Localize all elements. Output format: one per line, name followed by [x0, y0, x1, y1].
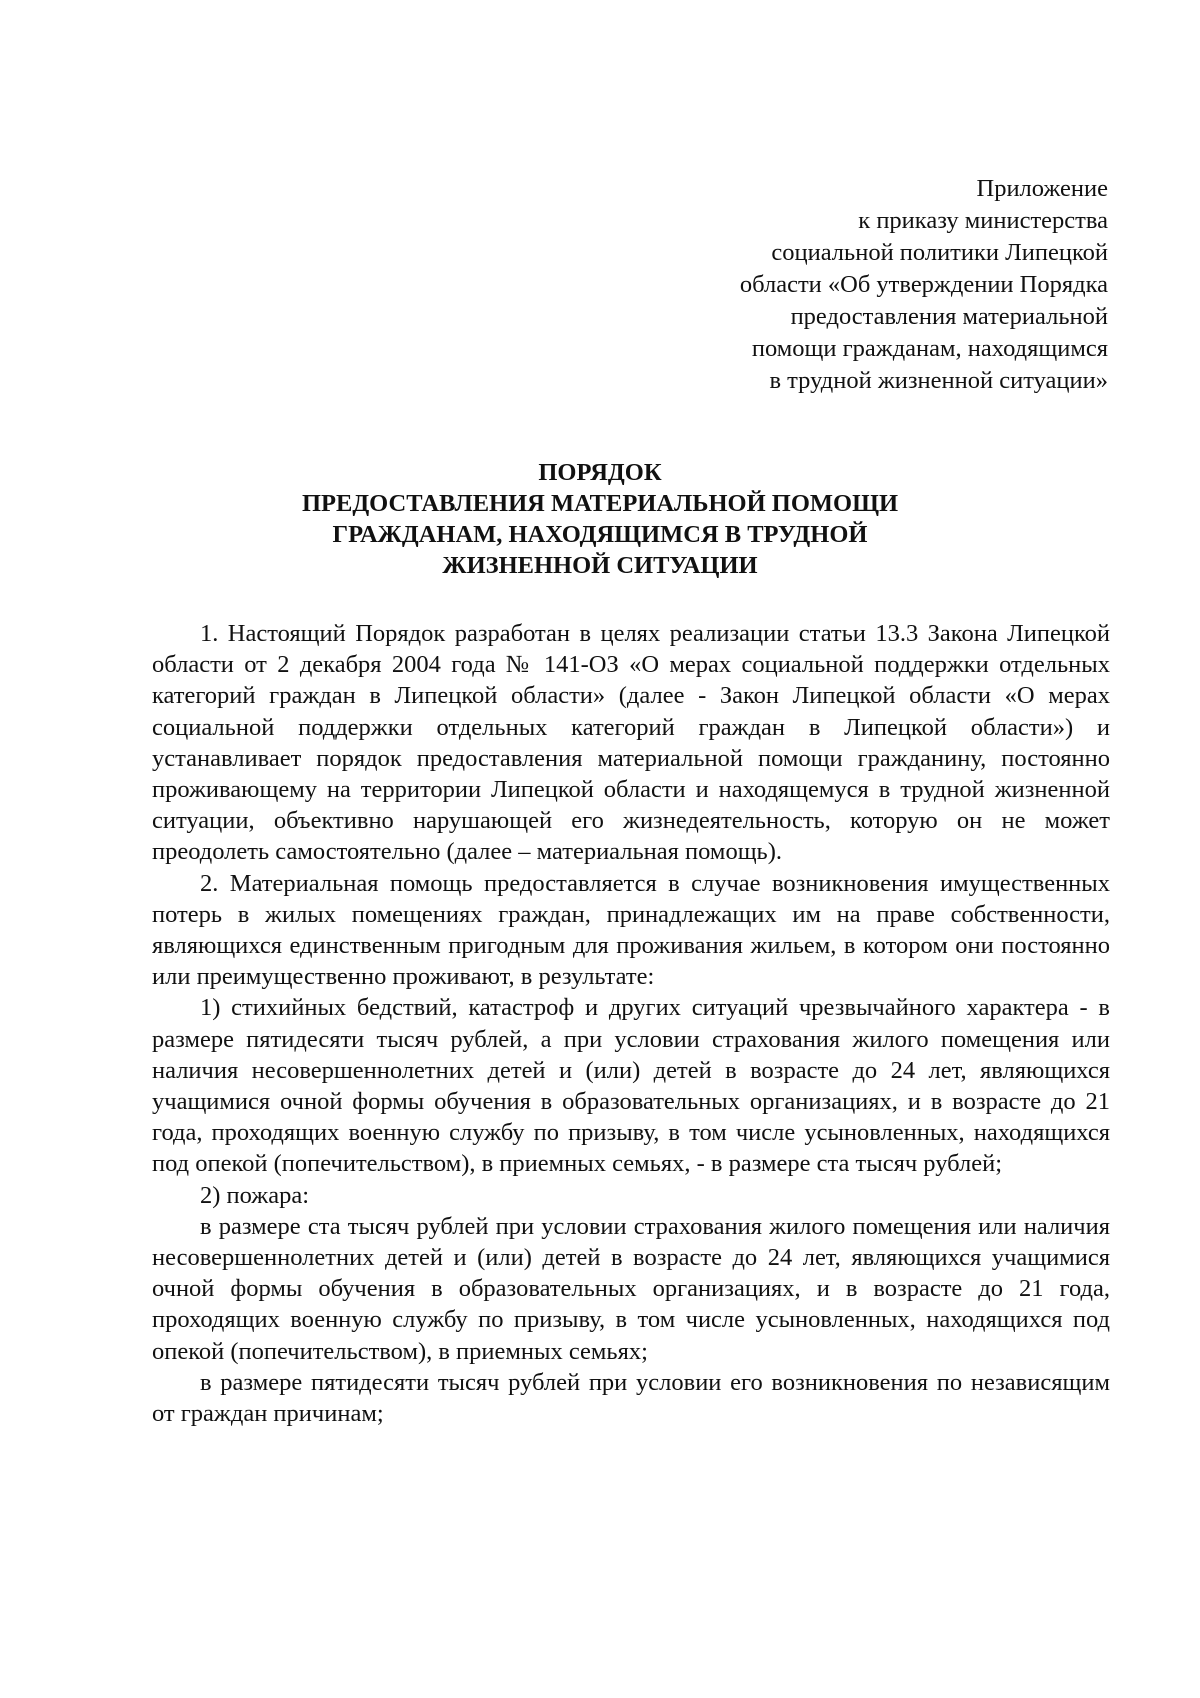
document-body — [152, 618, 1110, 1429]
document-title — [0, 457, 1200, 581]
appendix-line: помощи гражданам, находящимся — [751, 335, 1108, 362]
appendix-line: социальной политики Липецкой — [771, 239, 1108, 266]
appendix-line: Приложение — [976, 175, 1108, 202]
appendix-line: в трудной жизненной ситуации» — [769, 367, 1108, 394]
paragraph-2-item-2-sub-1: в размере ста тысяч рублей при условии страхования жилого помещения или наличия несовершеннолетних детей и (или) детей в возрасте до 24 лет, являющихся учащимися очной формы обучения в образовательных организациях, и в возрасте до 21 года, проходящих военную службу по призыву, в том числе усыновленных, находящихся под опекой (попечительством), в приемных семьях; — [152, 1212, 1110, 1365]
paragraph-2-item-1: 1) стихийных бедствий, катастроф и других ситуаций чрезвычайного характера - в размере пятидесяти тысяч рублей, а при условии страхования жилого помещения или наличия несовершеннолетних детей и (или) детей в возрасте до 24 лет, являющихся учащимися очной формы обучения в образовательных организациях, и в возрасте до 21 года, проходящих военную службу по призыву, в том числе усыновленных, находящихся под опекой (попечительством), в приемных семьях, - в размере ста тысяч рублей; — [152, 994, 1110, 1178]
title-line: ПОРЯДОК — [538, 459, 662, 486]
title-line: ПРЕДОСТАВЛЕНИЯ МАТЕРИАЛЬНОЙ ПОМОЩИ — [301, 490, 899, 517]
paragraph-2: 2. Материальная помощь предоставляется в случае возникновения имущественных потерь в жилых помещениях граждан, принадлежащих им на праве собственности, являющихся единственным пригодным для проживания жильем, в котором они постоянно или преимущественно проживают, в результате: — [152, 869, 1110, 991]
paragraph-2-item-2-sub-2: в размере пятидесяти тысяч рублей при условии его возникновения по независящим от граждан причинам; — [152, 1368, 1110, 1428]
appendix-line: предоставления материальной — [790, 303, 1108, 330]
paragraph-1: 1. Настоящий Порядок разработан в целях реализации статьи 13.3 Закона Липецкой области от 2 декабря 2004 года № 141-ОЗ «О мерах социальной поддержки отдельных категорий граждан в Липецкой области» (далее - Закон Липецкой области «О мерах социальной поддержки отдельных категорий граждан в Липецкой области») и устанавливает порядок предоставления материальной помощи гражданину, постоянно проживающему на территории Липецкой области и находящемуся в трудной жизненной ситуации, объективно нарушающей его жизнедеятельность, которую он не может преодолеть самостоятельно (далее – материальная помощь). — [152, 620, 1110, 866]
appendix-line: к приказу министерства — [858, 207, 1108, 234]
appendix-header — [740, 173, 1108, 397]
paragraph-2-item-2: 2) пожара: — [200, 1181, 310, 1209]
title-line: ГРАЖДАНАМ, НАХОДЯЩИМСЯ В ТРУДНОЙ — [332, 521, 868, 548]
appendix-line: области «Об утверждении Порядка — [739, 271, 1108, 298]
title-line: ЖИЗНЕННОЙ СИТУАЦИИ — [442, 552, 758, 579]
